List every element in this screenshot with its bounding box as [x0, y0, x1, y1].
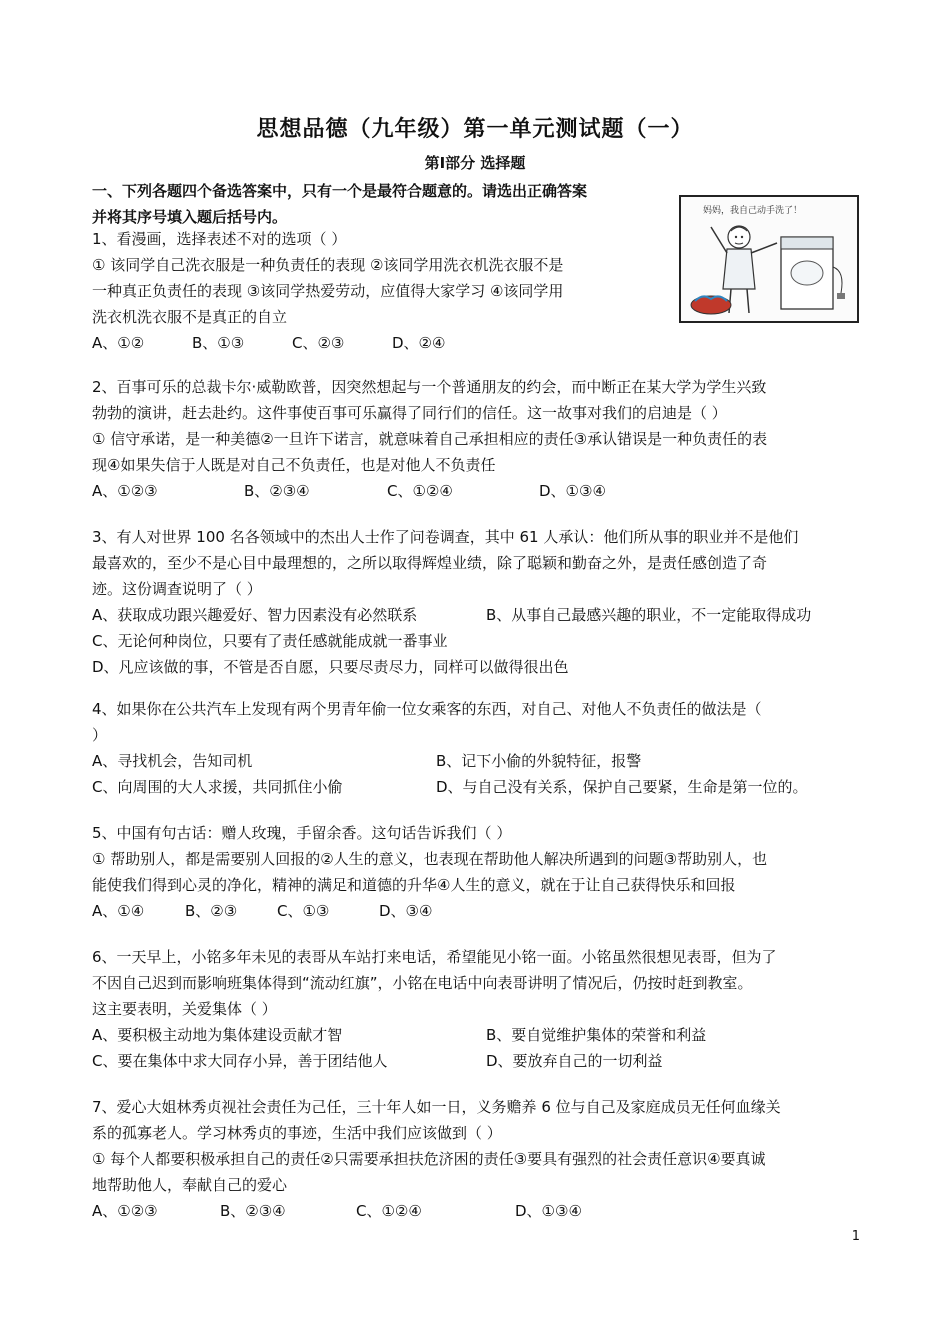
question-7	[92, 1094, 867, 1224]
option-a: A、①②③	[92, 482, 158, 500]
cartoon-caption: 妈妈，我自己动手洗了！	[703, 206, 803, 216]
option-b: B、记下小偷的外貌特征，报警	[436, 752, 642, 770]
instructions	[92, 178, 662, 230]
question-text: 能使我们得到心灵的净化，精神的满足和道德的升华④人生的意义，就在于让自己获得快乐和回报	[92, 876, 736, 894]
question-text: 最喜欢的，至少不是心目中最理想的，之所以取得辉煌业绩，除了聪颖和勤奋之外，是责任感创造了奇	[92, 554, 768, 572]
question-5	[92, 820, 867, 924]
question-text: 4、如果你在公共汽车上发现有两个男青年偷一位女乘客的东西，对自己、对他人不负责任的做法是（	[92, 700, 762, 718]
question-text: 系的孤寡老人。学习林秀贞的事迹，生活中我们应该做到（ ）	[92, 1124, 502, 1142]
answer-options-row	[92, 602, 867, 628]
question-text: 5、中国有句古话：赠人玫瑰，手留余香。这句话告诉我们（ ）	[92, 824, 512, 842]
option-c: C、①②④	[356, 1202, 422, 1220]
option-b: B、①③	[192, 334, 245, 352]
question-text: 不因自己迟到而影响班集体得到“流动红旗”，小铭在电话中向表哥讲明了情况后，仍按时赶到教室。	[92, 974, 753, 992]
question-4	[92, 696, 867, 800]
question-text: 一种真正负责任的表现 ③该同学热爱劳动，应值得大家学习 ④该同学用	[92, 282, 564, 300]
option-b: B、②③	[185, 902, 238, 920]
option-d: D、②④	[392, 334, 446, 352]
question-text: 7、爱心大姐林秀贞视社会责任为己任，三十年人如一日，义务赡养 6 位与自己及家庭成员无任何血缘关	[92, 1098, 781, 1116]
question-text: 这主要表明，关爱集体（ ）	[92, 1000, 277, 1018]
page-title: 思想品德（九年级）第一单元测试题（一）	[256, 117, 694, 142]
question-text: ① 该同学自己洗衣服是一种负责任的表现 ②该同学用洗衣机洗衣服不是	[92, 256, 564, 274]
option-a: A、要积极主动地为集体建设贡献才智	[92, 1026, 343, 1044]
answer-options	[92, 478, 867, 504]
question-text: 2、百事可乐的总裁卡尔·威勒欧普，因突然想起与一个普通朋友的约会，而中断正在某大学为学生兴致	[92, 378, 767, 396]
option-a: A、①②	[92, 334, 145, 352]
question-text: ① 信守承诺，是一种美德②一旦许下诺言，就意味着自己承担相应的责任③承认错误是一种负责任的表	[92, 430, 768, 448]
question-text: 6、一天早上，小铭多年未见的表哥从车站打来电话，希望能见小铭一面。小铭虽然很想见表哥，但为了	[92, 948, 777, 966]
option-c: C、向周围的大人求援，共同抓住小偷	[92, 778, 343, 796]
question-text: ① 帮助别人，都是需要别人回报的②人生的意义，也表现在帮助他人解决所遇到的问题③帮助别人，也	[92, 850, 768, 868]
page-number: 1	[851, 1229, 860, 1244]
question-6	[92, 944, 867, 1074]
question-text: 洗衣机洗衣服不是真正的自立	[92, 308, 288, 326]
question-1	[92, 226, 652, 356]
option-a: A、寻找机会，告知司机	[92, 752, 253, 770]
option-b: B、②③④	[244, 482, 310, 500]
option-b: B、从事自己最感兴趣的职业，不一定能取得成功	[486, 606, 812, 624]
instruction-line: 并将其序号填入题后括号内。	[92, 208, 288, 226]
question-text: ① 每个人都要积极承担自己的责任②只需要承担扶危济困的责任③要具有强烈的社会责任意识④要真诚	[92, 1150, 766, 1168]
question-text: 现④如果失信于人既是对自己不负责任，也是对他人不负责任	[92, 456, 496, 474]
option-a: A、①②③	[92, 1202, 158, 1220]
question-2	[92, 374, 867, 504]
question-stem: 1、看漫画，选择表述不对的选项（ ）	[92, 230, 347, 248]
instruction-line: 一、下列各题四个备选答案中，只有一个是最符合题意的。请选出正确答案	[92, 182, 588, 200]
cartoon-drawing	[681, 197, 857, 321]
option-d: D、与自己没有关系，保护自己要紧，生命是第一位的。	[436, 778, 808, 796]
option-c: C、①③	[277, 902, 330, 920]
answer-options	[92, 330, 652, 356]
option-c: C、要在集体中求大同存小异，善于团结他人	[92, 1052, 388, 1070]
question-text: ）	[92, 726, 108, 744]
answer-options-row	[92, 1022, 867, 1048]
option-d: D、①③④	[515, 1202, 582, 1220]
question-text: 地帮助他人，奉献自己的爱心	[92, 1176, 288, 1194]
option-a: A、获取成功跟兴趣爱好、智力因素没有必然联系	[92, 606, 418, 624]
cartoon-image	[679, 195, 859, 323]
option-b: B、要自觉维护集体的荣誉和利益	[486, 1026, 707, 1044]
question-text: 勃勃的演讲，赶去赴约。这件事使百事可乐赢得了同行们的信任。这一故事对我们的启迪是（ ）	[92, 404, 727, 422]
question-text: 迹。这份调查说明了（ ）	[92, 580, 262, 598]
answer-options-row	[92, 774, 867, 800]
option-c: C、①②④	[387, 482, 453, 500]
answer-options-row	[92, 748, 867, 774]
option-d: D、凡应该做的事，不管是否自愿，只要尽责尽力，同样可以做得很出色	[92, 658, 569, 676]
section-title: 第Ⅰ部分 选择题	[424, 154, 526, 172]
option-c: C、②③	[292, 334, 345, 352]
option-b: B、②③④	[220, 1202, 286, 1220]
question-3	[92, 524, 867, 680]
option-d: D、要放弃自己的一切利益	[486, 1052, 663, 1070]
option-d: D、①③④	[539, 482, 606, 500]
question-text: 3、有人对世界 100 名各领域中的杰出人士作了问卷调查，其中 61 人承认：他们所从事的职业并不是他们	[92, 528, 799, 546]
answer-options-row	[92, 1048, 867, 1074]
answer-options	[92, 898, 867, 924]
answer-options	[92, 1198, 867, 1224]
option-a: A、①④	[92, 902, 145, 920]
option-d: D、③④	[379, 902, 433, 920]
option-c: C、无论何种岗位，只要有了责任感就能成就一番事业	[92, 632, 448, 650]
